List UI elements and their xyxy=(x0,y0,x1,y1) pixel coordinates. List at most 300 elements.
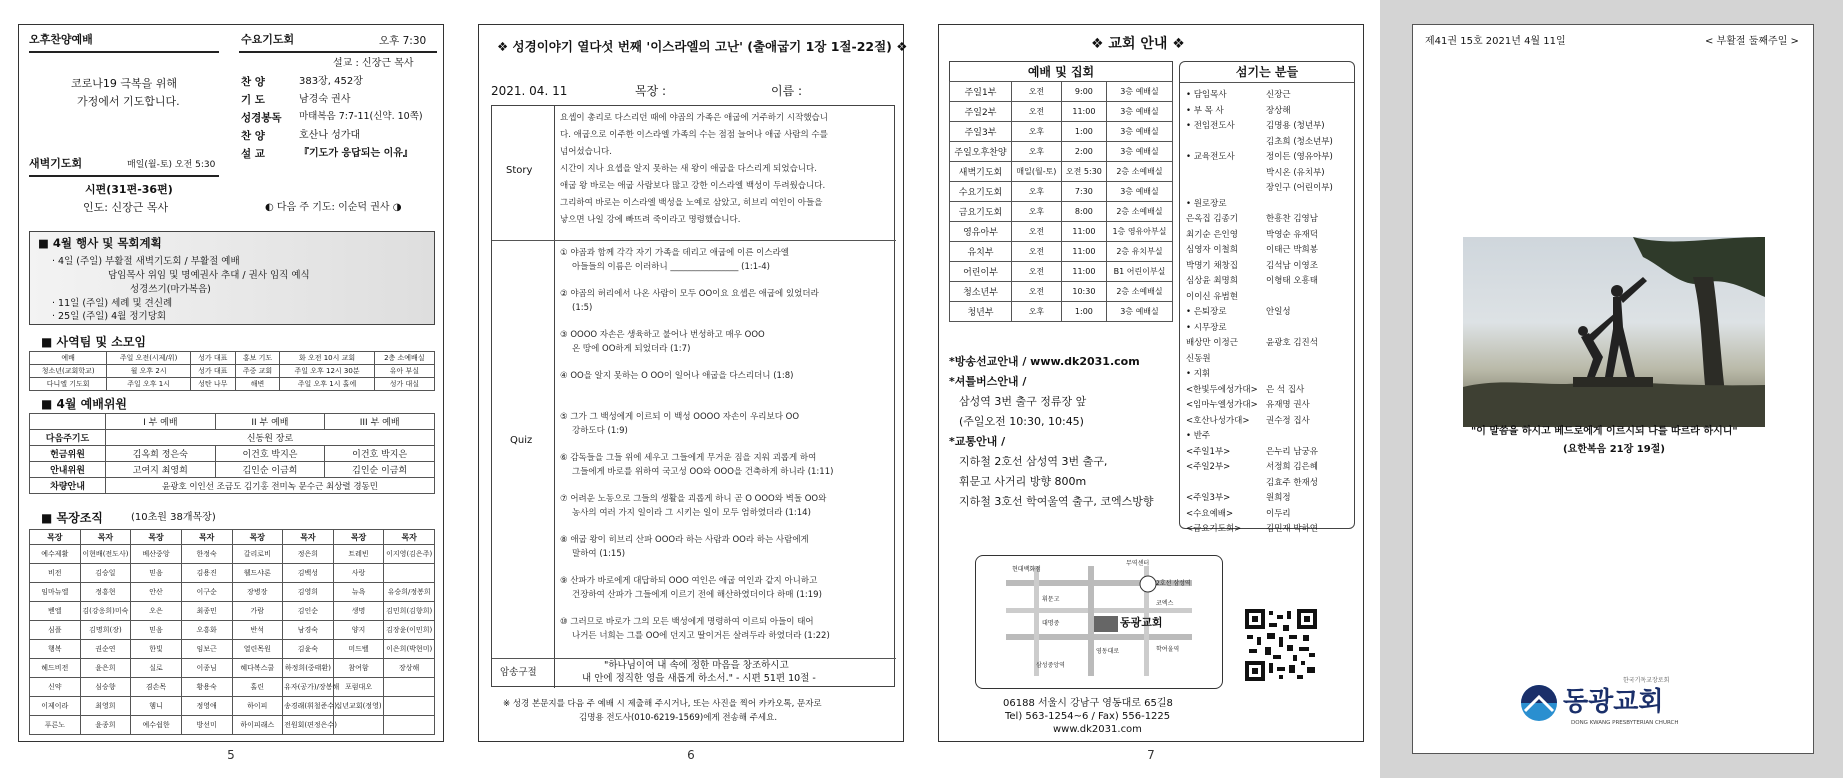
map-roads xyxy=(976,556,1222,688)
quiz-line: ④ OO을 알지 못하는 O OO이 일어나 애굽을 다스리더니 (1:8) xyxy=(560,371,794,381)
service-cell: 오전 xyxy=(1012,262,1062,282)
wed-row-key: 기 도 xyxy=(241,94,265,106)
pastor-cell: 푸른노 xyxy=(30,716,81,735)
pastor-cell: 전원회(편정은수) xyxy=(283,716,334,735)
service-cell: 영유아부 xyxy=(950,222,1012,242)
pastor-cell: 정영애 xyxy=(181,697,232,716)
staff-role: <주일3부> xyxy=(1186,493,1231,503)
quiz-line: ① 야곱과 함께 각각 자기 가족을 데리고 애굽에 이른 이스라엘 xyxy=(560,248,790,258)
quiz-line: 그들에게 바로를 위하여 국고성 OO와 OOO을 건축하게 하니라 (1:11) xyxy=(572,467,834,477)
service-cell: 주일1부 xyxy=(950,82,1012,102)
staff-role: <한빛두에성가대> xyxy=(1186,384,1258,395)
pastor-head-cell: 목장 xyxy=(232,530,283,545)
pastor-cell: 반석 xyxy=(232,621,283,640)
dawn-prayer-title: 새벽기도회 xyxy=(29,157,83,170)
pastor-cell: 예수쉽한 xyxy=(131,716,182,735)
pastor-cell: 열린목원 xyxy=(232,640,283,659)
staff-role: 박명기 채창집 xyxy=(1186,260,1238,271)
staff-name: 이태근 박희봉 xyxy=(1266,245,1318,255)
pastor-cell: 심플 xyxy=(30,621,81,640)
story-line: 애굽 왕 바로는 애굽 사람보다 많고 강한 이스라엘 백성이 두려웠습니다. xyxy=(560,181,826,191)
staff-name: 안일성 xyxy=(1266,307,1291,317)
pastor-cell: 김(강응희)미숙 xyxy=(80,602,131,621)
issue-info: 제41권 15호 2021년 4월 11일 xyxy=(1425,36,1566,47)
pastor-cell: 가람 xyxy=(232,602,283,621)
staff-name: 서정희 김은혜 xyxy=(1266,462,1318,472)
map-label: 휘문고 xyxy=(1042,596,1060,603)
ministry-cell: 청소년(교회학교) xyxy=(30,365,107,378)
pastor-cell: 최종민 xyxy=(181,602,232,621)
service-row xyxy=(950,302,1173,322)
staff-role: 배상만 이정근 xyxy=(1186,338,1238,348)
memory-label: 암송구절 xyxy=(500,667,537,678)
pastor-cell: 십년교회(정영) xyxy=(333,697,384,716)
service-cell: 3층 예배실 xyxy=(1106,102,1172,122)
pastor-cell: 한빛 xyxy=(131,640,182,659)
church-website[interactable]: www.dk2031.com xyxy=(1053,724,1142,735)
traffic-title: *교통안내 / xyxy=(949,435,1006,448)
pastor-cell: 하정희(중태환) xyxy=(283,659,334,678)
divider xyxy=(29,51,219,53)
worship-cell: 이건호 박지은 xyxy=(215,446,325,462)
church-logo-icon xyxy=(1519,683,1559,723)
staff-name: 권수정 집사 xyxy=(1266,415,1310,426)
pastor-cell: 믿음 xyxy=(131,621,182,640)
staff-row xyxy=(1186,228,1352,244)
staff-row xyxy=(1186,460,1352,476)
staff-row xyxy=(1186,507,1352,523)
wed-row-value: 383장, 452장 xyxy=(299,76,363,87)
worship-role: 헌금위원 xyxy=(30,446,106,462)
staff-role: • 부 목 사 xyxy=(1186,105,1224,116)
pastor-head-cell: 목자 xyxy=(80,530,131,545)
ministry-cell: 주일 오전(시제/위) xyxy=(107,352,191,365)
dawn-prayer-time: 매일(월-토) 오전 5:30 xyxy=(127,160,216,170)
pastor-cell: 헴니 xyxy=(131,697,182,716)
quiz-line: ⑥ 감독들을 그들 위에 세우고 그들에게 무거운 짐을 지워 괴롭게 하여 xyxy=(560,453,817,463)
pastor-cell: 안산 xyxy=(131,583,182,602)
pastor-cell: 예수제활 xyxy=(30,545,81,564)
service-cell: 주일오후찬양 xyxy=(950,142,1012,162)
staff-row xyxy=(1186,476,1352,492)
pastor-cell: 벧엘 xyxy=(30,602,81,621)
covid-line-1: 코로나19 극복을 위해 xyxy=(71,77,177,90)
service-cell: 주일2부 xyxy=(950,102,1012,122)
quiz-sheet xyxy=(491,105,895,687)
quiz-item xyxy=(560,287,892,328)
pastor-cell: 황용숙 xyxy=(181,678,232,697)
pastor-cell: 겸손목 xyxy=(131,678,182,697)
name-label: 이름 : xyxy=(771,84,803,98)
bible-story-title: ❖ 성경이야기 열다섯 번째 '이스라엘의 고난' (출애굽기 1장 1절-22절) ❖ xyxy=(497,39,908,54)
qr-code-icon xyxy=(1245,609,1317,681)
service-cell: 3층 예배실 xyxy=(1106,142,1172,162)
service-cell: 오후 xyxy=(1012,122,1062,142)
wed-preacher: 설교 : 신장근 목사 xyxy=(333,58,414,69)
worship-cell: 윤광호 이인선 조금도 김기홍 전미녹 문수근 최상렬 경동민 xyxy=(106,478,435,494)
pastor-org-sub: (10초원 38개목장) xyxy=(131,512,216,523)
story-line: 그리하여 바로는 이스라엘 백성을 노예로 삼았고, 히브리 여인이 아들을 xyxy=(560,198,823,208)
quiz-line: 강하도다 (1:9) xyxy=(572,426,628,436)
pastor-row xyxy=(30,659,435,678)
ministry-cell: 해변 xyxy=(235,378,280,391)
pastor-cell: 김명희(장) xyxy=(80,621,131,640)
staff-row xyxy=(1186,290,1352,306)
church-phone: Tel) 563-1254~6 / Fax) 556-1225 xyxy=(1005,711,1171,722)
quiz-line: 말하여 (1:15) xyxy=(572,549,626,559)
staff-role: • 지휘 xyxy=(1186,369,1211,379)
wed-row-key: 설 교 xyxy=(241,148,265,160)
staff-name: 김석남 이영조 xyxy=(1266,260,1318,271)
staff-row xyxy=(1186,135,1352,151)
staff-name: 김민재 박하연 xyxy=(1266,524,1318,534)
wed-row-key: 찬 양 xyxy=(241,130,265,142)
traffic-line: 지하철 2호선 삼성역 3번 출구, xyxy=(959,455,1108,468)
april-event: 성경쓰기(마가복음) xyxy=(130,284,211,295)
submission-note-2: 김명용 전도사(010-6219-1569)에게 전송해 주세요. xyxy=(579,713,778,723)
service-cell: 8:00 xyxy=(1061,202,1106,222)
story-text xyxy=(560,110,890,229)
divider xyxy=(239,51,437,53)
quiz-questions xyxy=(560,246,892,656)
quiz-line: (1:5) xyxy=(572,303,593,313)
pastor-cell: 장상해 xyxy=(384,659,435,678)
pastor-head-cell: 목장 xyxy=(333,530,384,545)
staff-row xyxy=(1186,429,1352,445)
quiz-line: ③ OOOO 자손은 생육하고 불어나 번성하고 매우 OOO xyxy=(560,330,765,340)
pastor-row xyxy=(30,583,435,602)
service-cell: 오전 xyxy=(1012,102,1062,122)
staff-row xyxy=(1186,166,1352,182)
shuttle-title: *셔틀버스안내 / xyxy=(949,375,1027,388)
worship-schedule-title: 예배 및 집회 xyxy=(1027,65,1095,79)
staff-role: • 전임전도사 xyxy=(1186,121,1235,131)
staff-role: <수요예배> xyxy=(1186,508,1234,519)
map-church-label: 동광교회 xyxy=(1120,616,1163,629)
mokjang-label: 목장 : xyxy=(635,84,667,98)
ministry-cell: 성가 대실 xyxy=(374,378,434,391)
pastor-cell: 이제이라 xyxy=(30,697,81,716)
service-cell: 오전 xyxy=(1012,222,1062,242)
ministry-cell: 주일 오후 1시 홀에 xyxy=(280,378,374,391)
staff-name: 은 석 집사 xyxy=(1266,384,1305,395)
service-cell: 오후 xyxy=(1012,202,1062,222)
staff-role: <임마누엘성가대> xyxy=(1186,400,1258,410)
staff-role: 신동원 xyxy=(1186,353,1211,364)
ministry-cell: 화 오전 10시 교회 xyxy=(280,352,374,365)
pastor-cell: 이지영(김은주) xyxy=(384,545,435,564)
cover-quote-ref: (요한복음 21장 19절) xyxy=(1563,444,1665,455)
april-events-title: ■ 4월 행사 및 목회계획 xyxy=(38,236,162,250)
ministry-cell: 2층 소예배실 xyxy=(374,352,434,365)
quiz-item xyxy=(560,574,892,615)
april-event: · 25일 (주일) 4월 정기당회 xyxy=(52,311,167,322)
staff-role: 심상윤 최명희 xyxy=(1186,276,1238,286)
location-map[interactable] xyxy=(975,555,1223,689)
pastor-cell: 정흥현 xyxy=(80,583,131,602)
service-row xyxy=(950,222,1173,242)
pastor-cell: 이구순 xyxy=(181,583,232,602)
staff-name: 박영순 유재덕 xyxy=(1266,229,1318,240)
ministry-title: ■ 사역팀 및 소모임 xyxy=(41,335,147,349)
wed-row-value: 호산나 성가대 xyxy=(299,130,361,141)
service-row xyxy=(950,262,1173,282)
pastor-cell: 임보근 xyxy=(181,640,232,659)
pastor-cell xyxy=(384,564,435,583)
service-cell: 2층 소예배실 xyxy=(1106,282,1172,302)
service-row xyxy=(950,142,1173,162)
story-line: 요셉이 총리로 다스리던 때에 야곱의 가족은 애굽에 거주하기 시작했습니 xyxy=(560,113,828,123)
staff-role: <호산나성가대> xyxy=(1186,415,1250,426)
staff-row xyxy=(1186,336,1352,352)
worship-role: 다음주기도 xyxy=(30,430,106,446)
service-cell: 오전 5:30 xyxy=(1061,162,1106,182)
pastor-cell: 양지 xyxy=(333,621,384,640)
page-7 xyxy=(938,24,1364,742)
worship-schedule-table xyxy=(949,81,1173,322)
staff-row xyxy=(1186,259,1352,275)
worship-cell: 고여지 최영희 xyxy=(106,462,216,478)
staff-row xyxy=(1186,367,1352,383)
staff-role: • 담임목사 xyxy=(1186,90,1227,100)
service-cell: 오전 xyxy=(1012,242,1062,262)
ministry-cell: 성가 대표 xyxy=(190,365,235,378)
pastor-cell: 김윤숙 xyxy=(283,640,334,659)
quiz-line: ⑩ 그러므로 바로가 그의 모든 백성에게 명령하여 이르되 아들이 태어 xyxy=(560,617,814,627)
quiz-item xyxy=(560,246,892,287)
shuttle-line: (주일오전 10:30, 10:45) xyxy=(959,415,1084,428)
wed-row-value: 『기도가 응답되는 이유』 xyxy=(299,148,413,159)
pastor-cell: 오은 xyxy=(131,602,182,621)
staff-row xyxy=(1186,181,1352,197)
service-cell: 1:00 xyxy=(1061,122,1106,142)
service-cell: 오후 xyxy=(1012,142,1062,162)
ministry-cell: 유아 부실 xyxy=(374,365,434,378)
service-cell: 11:00 xyxy=(1061,222,1106,242)
staff-row xyxy=(1186,522,1352,538)
submission-note-1: ※ 성경 본문지를 다음 주 예배 시 제출해 주시거나, 또는 사진을 찍어 카카오톡, 문자로 xyxy=(503,699,822,709)
pastor-cell: 송경래(휘철준수) xyxy=(283,697,334,716)
service-row xyxy=(950,162,1173,182)
ministry-table xyxy=(29,351,435,391)
pastor-cell: 생명 xyxy=(333,602,384,621)
staff-name: 신장근 xyxy=(1266,90,1291,100)
staff-row xyxy=(1186,445,1352,461)
staff-name: 한흥찬 김영남 xyxy=(1266,214,1318,224)
service-cell: 9:00 xyxy=(1061,82,1106,102)
staff-row xyxy=(1186,119,1352,135)
service-cell: 3층 예배실 xyxy=(1106,302,1172,322)
staff-row xyxy=(1186,491,1352,507)
service-cell: 오전 xyxy=(1012,282,1062,302)
service-row xyxy=(950,202,1173,222)
broadcast-info[interactable]: *방송선교안내 / www.dk2031.com xyxy=(949,355,1140,368)
staff-name: 윤광호 김진석 xyxy=(1266,338,1318,348)
pastor-row xyxy=(30,697,435,716)
staff-row xyxy=(1186,150,1352,166)
service-row xyxy=(950,182,1173,202)
pastor-row xyxy=(30,621,435,640)
staff-row xyxy=(1186,88,1352,104)
april-event: 담임목사 위임 및 명예권사 추대 / 권사 임직 예식 xyxy=(108,270,310,281)
staff-role: 심영자 이철희 xyxy=(1186,245,1238,255)
ministry-cell: 성탄 나무 xyxy=(190,378,235,391)
pastor-cell: 심승향 xyxy=(80,678,131,697)
wed-prayer-time: 오후 7:30 xyxy=(379,35,427,47)
afternoon-service-title: 오후찬양예배 xyxy=(29,33,93,46)
wed-row-key: 찬 양 xyxy=(241,76,265,88)
service-row xyxy=(950,282,1173,302)
pastor-cell xyxy=(384,678,435,697)
page-number: 6 xyxy=(687,748,695,762)
ministry-cell: 주일 오후 12시 30분 xyxy=(280,365,374,378)
map-label: 무역센터 xyxy=(1126,560,1150,567)
pastor-org-title: ■ 목장조직 xyxy=(41,511,103,525)
staff-name: 장인구 (어린이부) xyxy=(1266,183,1333,193)
pastor-cell xyxy=(384,697,435,716)
service-cell: 유치부 xyxy=(950,242,1012,262)
april-events-box xyxy=(29,231,435,325)
pastor-cell: 김민희(김향희) xyxy=(384,602,435,621)
pastor-cell: 사랑 xyxy=(333,564,384,583)
staff-row xyxy=(1186,212,1352,228)
ministry-cell: 주중 교회 xyxy=(235,365,280,378)
staff-row xyxy=(1186,352,1352,368)
service-cell: 2층 소예배실 xyxy=(1106,162,1172,182)
april-event: · 4일 (주일) 부활절 새벽기도회 / 부활절 예배 xyxy=(52,256,240,267)
ministry-cell: 성가 대표 xyxy=(190,352,235,365)
story-line: 다. 애굽으로 이주한 이스라엘 가족의 수는 점점 늘어나 애굽 사람의 수를 xyxy=(560,130,828,140)
quiz-line: ⑤ 그가 그 백성에게 이르되 이 백성 OOOO 자손이 우리보다 OO xyxy=(560,412,800,422)
pastor-head-row xyxy=(30,530,435,545)
pastor-cell: 최영희 xyxy=(80,697,131,716)
pastor-row xyxy=(30,640,435,659)
staff-row xyxy=(1186,104,1352,120)
pastor-cell: 헤드비전 xyxy=(30,659,81,678)
worship-role: 안내위원 xyxy=(30,462,106,478)
service-cell: 3층 예배실 xyxy=(1106,82,1172,102)
staff-name: 은누리 남궁유 xyxy=(1266,446,1318,457)
quiz-item xyxy=(560,410,892,451)
service-cell: 1:00 xyxy=(1061,302,1106,322)
pastor-cell: 웰드샤론 xyxy=(232,564,283,583)
story-line: 시간이 지나 요셉을 알지 못하는 새 왕이 애굽을 다스리게 되었습니다. xyxy=(560,164,817,174)
pastor-cell xyxy=(384,716,435,735)
april-event: · 11일 (주일) 세례 및 견신례 xyxy=(52,298,173,309)
quiz-line: 농사의 여러 가지 일이라 그 시키는 일이 모두 엄하였더라 (1:14) xyxy=(572,508,811,518)
denomination: 한국기독교장로회 xyxy=(1623,677,1670,684)
worship-cell: 김인순 이금희 xyxy=(215,462,325,478)
service-cell: 2층 소예배실 xyxy=(1106,202,1172,222)
map-label: 영동대로 xyxy=(1096,648,1120,655)
staff-name: 박시온 (유치부) xyxy=(1266,167,1325,178)
staff-name: 장상해 xyxy=(1266,105,1291,116)
worship-head: II 부 예배 xyxy=(215,414,325,430)
map-label: 현대백화점 xyxy=(1012,566,1041,573)
quiz-line: ⑦ 어려운 노동으로 그들의 생활을 괴롭게 하니 곧 O OOO와 벽돌 OO와 xyxy=(560,494,827,504)
pastor-cell: 미드벨 xyxy=(333,640,384,659)
service-cell: 청년부 xyxy=(950,302,1012,322)
quiz-line: 아들들의 이름은 이러하니 ________________ (1:1-4) xyxy=(572,262,770,272)
service-row xyxy=(950,82,1173,102)
quiz-item xyxy=(560,369,892,410)
map-label: 삼성중앙역 xyxy=(1036,662,1065,669)
page-6 xyxy=(478,24,908,742)
ministry-row xyxy=(30,378,435,391)
quiz-item xyxy=(560,615,892,656)
staff-role: 은옥집 김종기 xyxy=(1186,214,1238,224)
quiz-item xyxy=(560,533,892,574)
pastor-row xyxy=(30,716,435,735)
pastor-cell: 윤종희 xyxy=(80,716,131,735)
service-cell: B1 어린이부실 xyxy=(1106,262,1172,282)
pastor-cell: 정은희 xyxy=(283,545,334,564)
staff-role: 최기순 은인영 xyxy=(1186,229,1238,240)
pastor-cell: 홀린 xyxy=(232,678,283,697)
service-row xyxy=(950,242,1173,262)
qr-code[interactable] xyxy=(1245,609,1317,681)
staff-name: 김효주 한재성 xyxy=(1266,477,1318,488)
worship-head xyxy=(30,414,106,430)
pastor-cell: 믿음 xyxy=(131,564,182,583)
pastor-org-table xyxy=(29,529,435,735)
divider xyxy=(29,175,219,177)
cover-quote: "이 말씀을 하시고 베드로에게 이르시되 나를 따르라 하시니" xyxy=(1471,426,1738,437)
quiz-date: 2021. 04. 11 xyxy=(491,84,568,98)
staff-row xyxy=(1186,305,1352,321)
wed-prayer-title: 수요기도회 xyxy=(241,33,295,46)
pastor-cell: 오흥화 xyxy=(181,621,232,640)
story-line: 낳으면 나일 강에 빠뜨려 죽이라고 명령했습니다. xyxy=(560,215,741,225)
ministry-row xyxy=(30,352,435,365)
dawn-leader: 인도: 신장근 목사 xyxy=(83,201,169,214)
divider xyxy=(1180,82,1354,83)
next-prayer: ◐ 다음 주 기도: 이순덕 권사 ◑ xyxy=(265,202,402,213)
staff-name: 김명용 (청년부) xyxy=(1266,121,1325,131)
pastor-row xyxy=(30,564,435,583)
pastor-row xyxy=(30,602,435,621)
map-label: 2호선 삼성역 xyxy=(1156,580,1191,587)
pastor-head-cell: 목자 xyxy=(384,530,435,545)
wed-row-value: 마태복음 7:7-11(신약. 10쪽) xyxy=(299,111,423,122)
staff-name: 유재명 권사 xyxy=(1266,400,1310,410)
service-row xyxy=(950,102,1173,122)
church-address: 06188 서울시 강남구 영동대로 65길8 xyxy=(1003,698,1173,709)
worship-committee-title: ■ 4월 예배위원 xyxy=(41,397,128,411)
pastor-cell: 장병장 xyxy=(232,583,283,602)
pastor-cell: 김백성 xyxy=(283,564,334,583)
story-label: Story xyxy=(506,165,533,176)
pastor-cell: 갈리로비 xyxy=(232,545,283,564)
service-row xyxy=(950,122,1173,142)
pastor-cell: 포럼대오 xyxy=(333,678,384,697)
staff-role: • 은퇴장로 xyxy=(1186,307,1227,317)
pastor-cell: 이종님 xyxy=(181,659,232,678)
quiz-item xyxy=(560,492,892,533)
dawn-psalm: 시편(31편-36편) xyxy=(85,183,173,196)
wed-row-value: 남경숙 권사 xyxy=(299,94,351,105)
pastor-head-cell: 목자 xyxy=(283,530,334,545)
church-info-title: ❖ 교회 안내 ❖ xyxy=(1091,36,1185,52)
pastor-cell: 임마뉴엘 xyxy=(30,583,81,602)
page-5 xyxy=(18,24,444,742)
service-cell: 1층 영유아부실 xyxy=(1106,222,1172,242)
worship-role: 차량안내 xyxy=(30,478,106,494)
pastor-head-cell: 목자 xyxy=(181,530,232,545)
staff-list xyxy=(1186,88,1352,538)
map-label: 코엑스 xyxy=(1156,600,1174,607)
service-cell: 3층 예배실 xyxy=(1106,182,1172,202)
